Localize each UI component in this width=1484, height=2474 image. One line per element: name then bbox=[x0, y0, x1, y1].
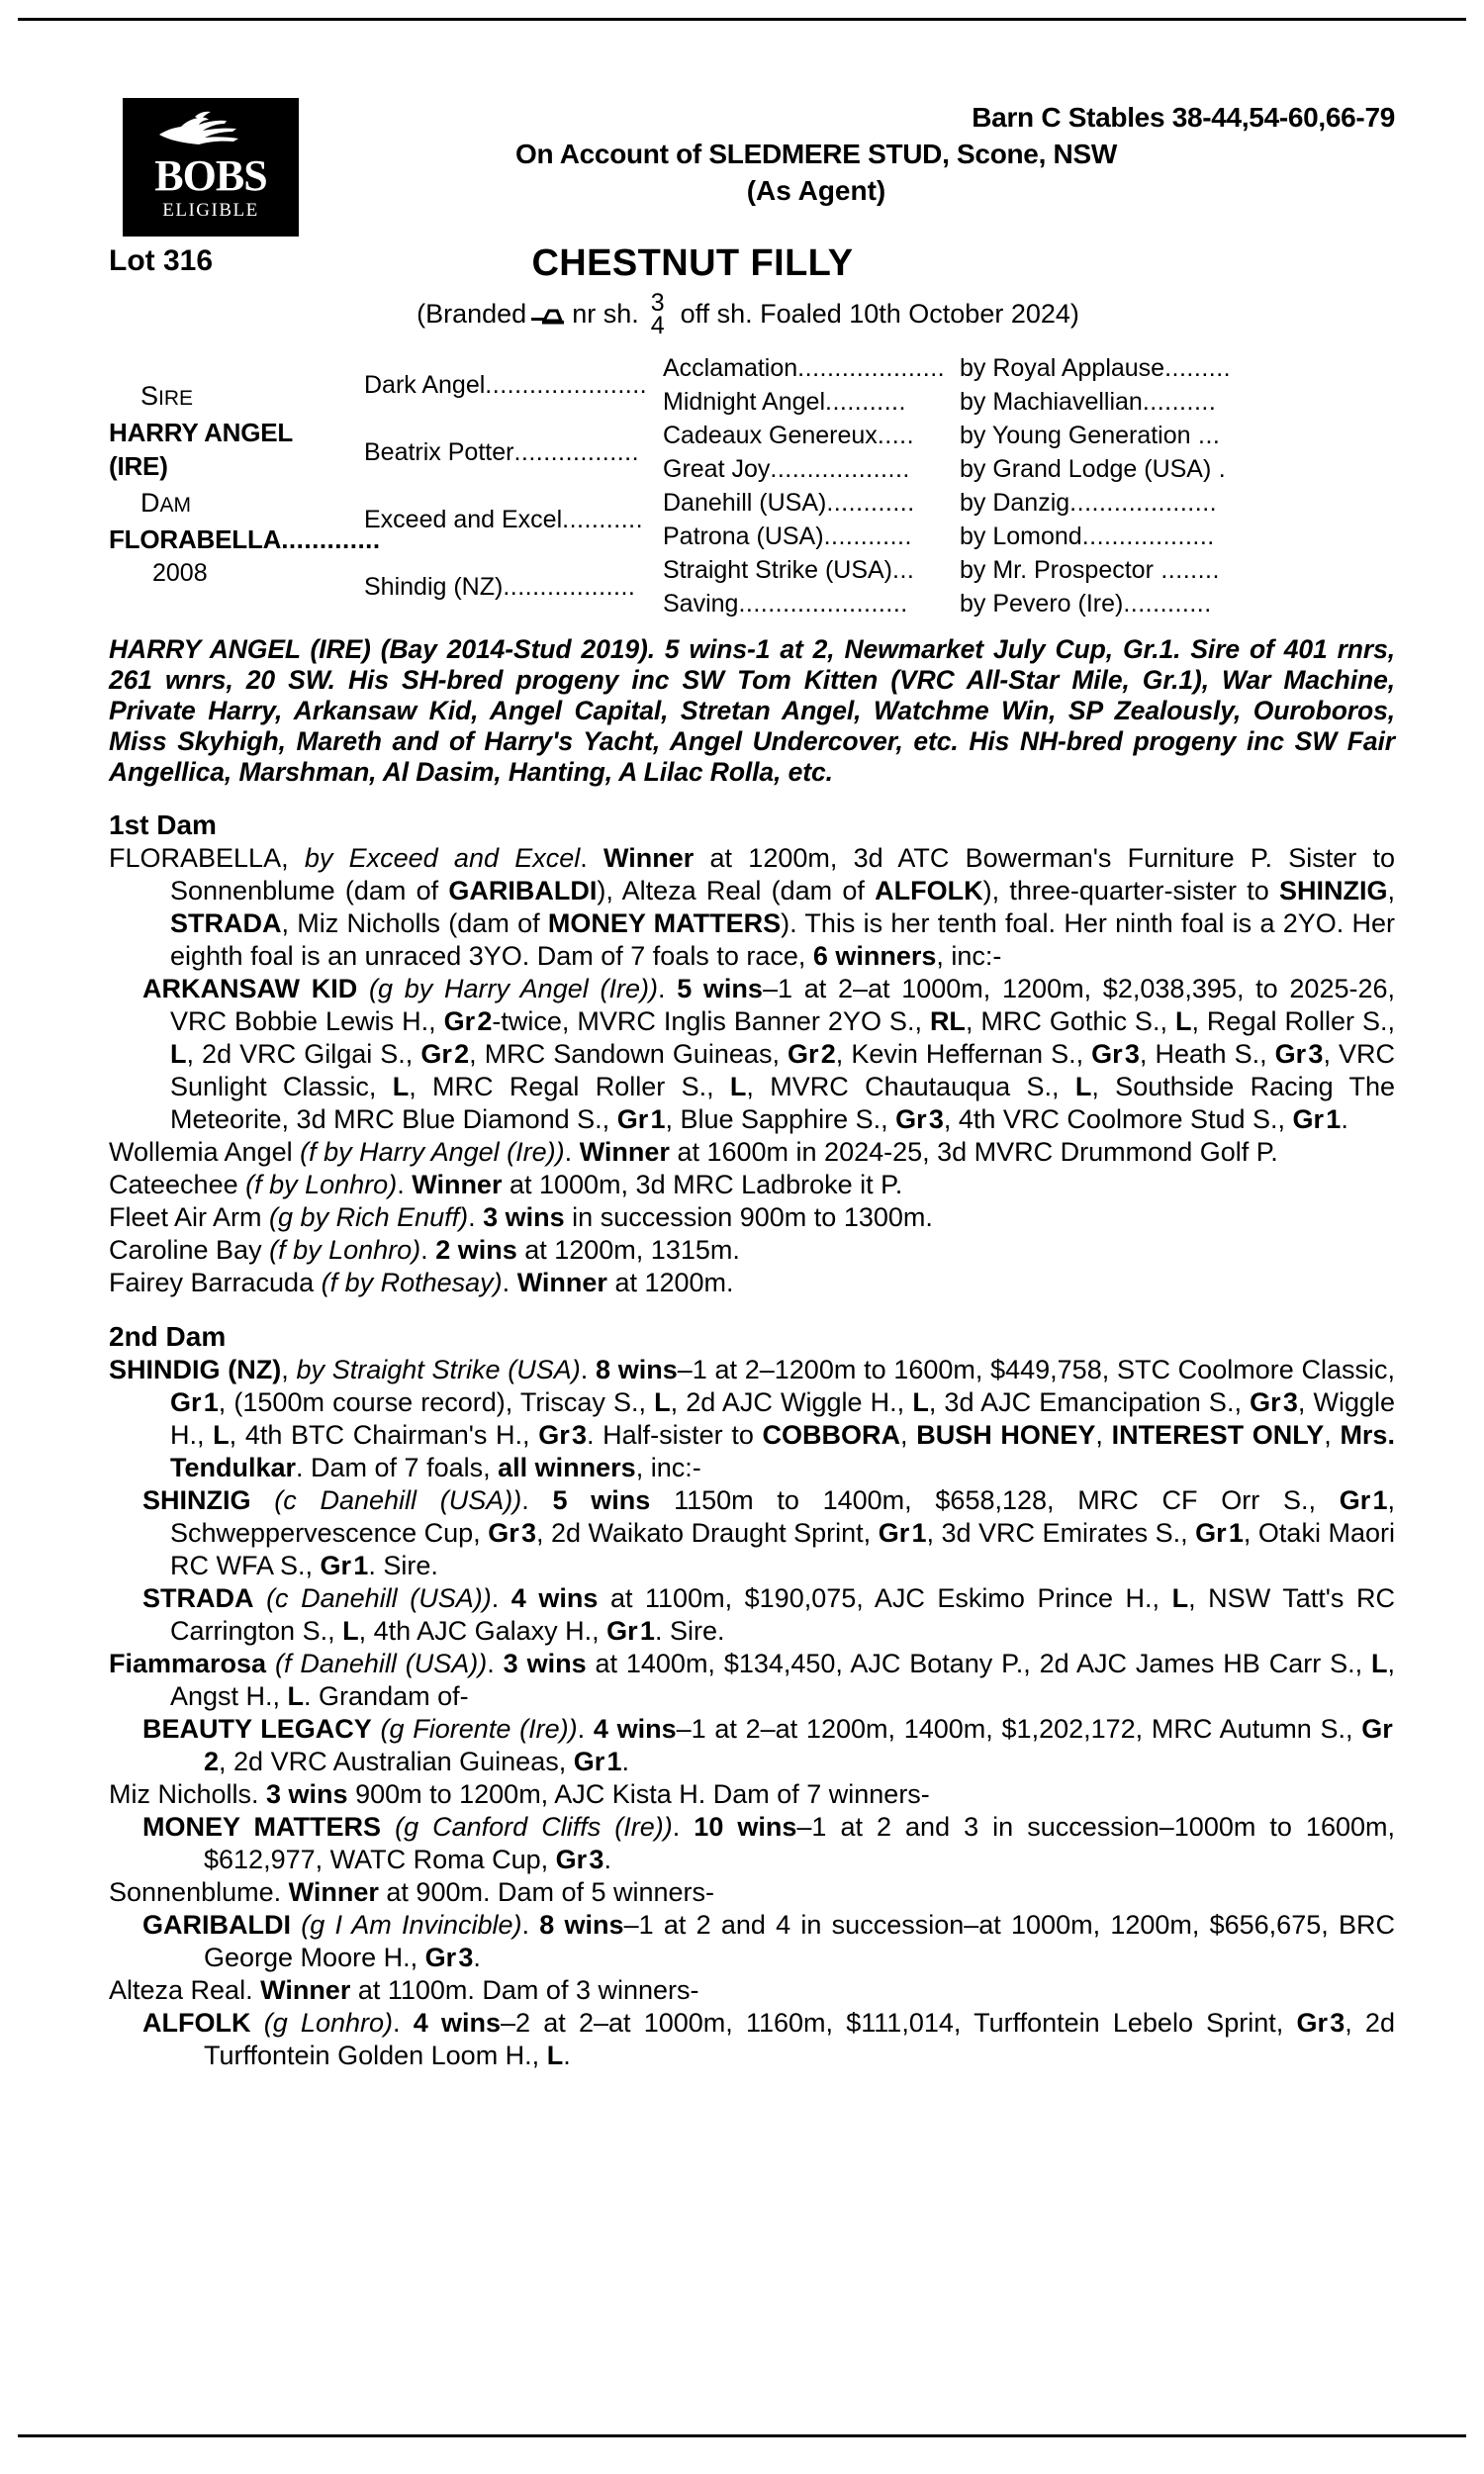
sire-block bbox=[109, 379, 356, 483]
second-dam-entry: Alteza Real. Winner at 1100m. Dam of 3 winners- bbox=[109, 1975, 699, 2005]
branded-description-row bbox=[109, 290, 1395, 337]
page-bottom-rule bbox=[18, 2434, 1466, 2437]
first-dam-heading: 1st Dam bbox=[109, 809, 217, 840]
sire-label: SIRE bbox=[140, 381, 194, 411]
first-dam-entry: Wollemia Angel (f by Harry Angel (Ire)). Winner at 1600m in 2024-25, 3d MVRC Drummond Golf P. bbox=[109, 1137, 1278, 1167]
gen4-grand-lodge-usa: by Grand Lodge (USA) . bbox=[960, 455, 1227, 483]
brand-symbol-icon bbox=[531, 305, 565, 327]
gen2-beatrix-potter: Beatrix Potter ................. bbox=[364, 438, 640, 466]
pedigree-table bbox=[109, 351, 1395, 620]
second-dam-entry: Miz Nicholls. 3 wins 900m to 1200m, AJC Kista H. Dam of 7 winners- bbox=[109, 1779, 930, 1809]
first-dam-entry: Caroline Bay (f by Lonhro). 2 wins at 1200m, 1315m. bbox=[109, 1235, 740, 1265]
second-dam-entry: STRADA (c Danehill (USA)). 4 wins at 1100m, $190,075, AJC Eskimo Prince H., L, NSW Tatt's RC Carrington S., L, 4th AJC Galaxy H., Gr 1. Sire. bbox=[142, 1583, 1395, 1646]
branded-mid-text: nr sh. bbox=[572, 298, 639, 329]
page-content bbox=[109, 94, 1395, 2072]
gen2-shindig-nz: Shindig (NZ) .................. bbox=[364, 573, 636, 601]
gen3-great-joy: Great Joy................... bbox=[663, 455, 910, 483]
first-dam-entry: ARKANSAW KID (g by Harry Angel (Ire)). 5 wins–1 at 2–at 1000m, 1200m, $2,038,395, to 2025-26, VRC Bobbie Lewis H., Gr 2-twice, MVRC Inglis Banner 2YO S., RL, MRC Gothic S., L, Regal Roller S., L, 2d VRC Gilgai S., Gr 2, MRC Sandown Guineas, Gr 2, Kevin Heffernan S., Gr 3, Heath S., Gr 3, VRC Sunlight Classic, L, MRC Regal Roller S., L, MVRC Chautauqua S., L, Southside Racing The Meteorite, 3d MRC Blue Diamond S., Gr 1, Blue Sapphire S., Gr 3, 4th VRC Coolmore Stud S., Gr 1. bbox=[142, 974, 1396, 1134]
gen2-exceed-and-excel: Exceed and Excel ........... bbox=[364, 506, 644, 533]
gen2-dark-angel: Dark Angel ...................... bbox=[364, 371, 648, 399]
gen4-machiavellian: by Machiavellian.......... bbox=[960, 388, 1217, 416]
page-top-rule bbox=[18, 18, 1466, 21]
lot-title-row bbox=[109, 242, 1395, 290]
gen3-danehill-usa: Danehill (USA)............ bbox=[663, 489, 915, 517]
bobs-logo-subtext: ELIGIBLE bbox=[162, 200, 259, 221]
gen3-cadeaux-genereux: Cadeaux Genereux..... bbox=[663, 422, 915, 449]
as-agent-text: (As Agent) bbox=[746, 175, 886, 206]
branded-prefix: (Branded bbox=[417, 298, 527, 329]
first-dam-entry: Cateechee (f by Lonhro). Winner at 1000m, 3d MRC Ladbroke it P. bbox=[109, 1170, 903, 1199]
second-dam-entry: BEAUTY LEGACY (g Fiorente (Ire)). 4 wins–1 at 2–at 1200m, 1400m, $1,202,172, MRC Autumn S., Gr 2, 2d VRC Australian Guineas, Gr 1. bbox=[142, 1714, 1395, 1776]
gen4-royal-applause: by Royal Applause......... bbox=[960, 354, 1232, 382]
gen3-patrona-usa: Patrona (USA)............ bbox=[663, 523, 912, 550]
gen3-acclamation: Acclamation.................... bbox=[663, 354, 946, 382]
gen4-danzig: by Danzig.................... bbox=[960, 489, 1218, 517]
second-dam-entry: Fiammarosa (f Danehill (USA)). 3 wins at 1400m, $134,450, AJC Botany P., 2d AJC James HB Carr S., L, Angst H., L. Grandam of- bbox=[109, 1649, 1395, 1711]
first-dam-entry: Fleet Air Arm (g by Rich Enuff). 3 wins in succession 900m to 1300m. bbox=[109, 1202, 933, 1232]
second-dam-entry: ALFOLK (g Lonhro). 4 wins–2 at 2–at 1000m, 1160m, $111,014, Turffontein Lebelo Sprint, Gr 3, 2d Turffontein Golden Loom H., L. bbox=[142, 2008, 1395, 2070]
second-dam-entry: Sonnenblume. Winner at 900m. Dam of 5 winners- bbox=[109, 1877, 715, 1907]
page-title: CHESTNUT FILLY bbox=[531, 242, 854, 284]
gen3-straight-strike-usa: Straight Strike (USA)... bbox=[663, 556, 915, 584]
second-dam-entry: GARIBALDI (g I Am Invincible). 8 wins–1 at 2 and 4 in succession–at 1000m, 1200m, $656,675, BRC George Moore H., Gr 3. bbox=[142, 1910, 1395, 1972]
brand-fraction bbox=[650, 289, 665, 339]
dam-year: 2008 bbox=[152, 559, 208, 587]
gen4-pevero-ire: by Pevero (Ire)............ bbox=[960, 590, 1212, 618]
barn-stables-text: Barn C Stables 38-44,54-60,66-79 bbox=[972, 102, 1395, 133]
gen4-young-generation: by Young Generation ... bbox=[960, 422, 1221, 449]
account-of-text: On Account of SLEDMERE STUD, Scone, NSW bbox=[515, 139, 1117, 169]
lot-number: Lot 316 bbox=[109, 244, 214, 277]
second-dam-entries bbox=[109, 1354, 1395, 2072]
sire-name: HARRY ANGEL (IRE) bbox=[109, 418, 293, 481]
first-dam-entries bbox=[109, 842, 1395, 1299]
dam-label: DAM bbox=[140, 488, 191, 518]
second-dam-heading: 2nd Dam bbox=[109, 1321, 227, 1352]
page-header bbox=[109, 94, 1395, 242]
branded-suffix-text: off sh. Foaled 10th October 2024) bbox=[680, 298, 1079, 329]
dam-block bbox=[109, 486, 381, 590]
second-dam-entry: SHINZIG (c Danehill (USA)). 5 wins 1150m to 1400m, $658,128, MRC CF Orr S., Gr 1, Schweppervescence Cup, Gr 3, 2d Waikato Draught Sprint, Gr 1, 3d VRC Emirates S., Gr 1, Otaki Maori RC WFA S., Gr 1. Sire. bbox=[142, 1485, 1396, 1580]
second-dam-entry: MONEY MATTERS (g Canford Cliffs (Ire)). 10 wins–1 at 2 and 3 in succession–1000m to 1600m, $612,977, WATC Roma Cup, Gr 3. bbox=[142, 1812, 1395, 1874]
first-dam-entry: FLORABELLA, by Exceed and Excel. Winner at 1200m, 3d ATC Bowerman's Furniture P. Sister to Sonnenblume (dam of GARIBALDI), Alteza Real (dam of ALFOLK), three-quarter-sister to SHINZIG, STRADA, Miz Nicholls (dam of MONEY MATTERS). This is her tenth foal. Her ninth foal is a 2YO. Her eighth foal is an unraced 3YO. Dam of 7 foals to race, 6 winners, inc:- bbox=[109, 843, 1396, 971]
first-dam-entry: Fairey Barracuda (f by Rothesay). Winner at 1200m. bbox=[109, 1268, 734, 1297]
pedigree-parents-column bbox=[109, 351, 381, 620]
second-dam-entry: SHINDIG (NZ), by Straight Strike (USA). 8 wins–1 at 2–1200m to 1600m, $449,758, STC Coolmore Classic, Gr 1, (1500m course record), Triscay S., L, 2d AJC Wiggle H., L, 3d AJC Emancipation S., Gr 3, Wiggle H., L, 4th BTC Chairman's H., Gr 3. Half-sister to COBBORA, BUSH HONEY, INTEREST ONLY, Mrs. Tendulkar. Dam of 7 foals, all winners, inc:- bbox=[109, 1355, 1395, 1482]
gen3-saving: Saving....................... bbox=[663, 590, 908, 618]
fraction-numerator: 3 bbox=[650, 289, 665, 317]
sire-summary-paragraph: HARRY ANGEL (IRE) (Bay 2014-Stud 2019). 5 wins-1 at 2, Newmarket July Cup, Gr.1. Sire of 401 rnrs, 261 wnrs, 20 SW. His SH-bred progeny inc SW Tom Kitten (VRC All-Star Mile, Gr.1), War Machine, Private Harry, Arkansaw Kid, Angel Capital, Stretan Angel, Watchme Win, SP Zealously, Ouroboros, Miss Skyhigh, Mareth and of Harry's Yacht, Angel Undercover, etc. His NH-bred progeny inc SW Fair Angellica, Marshman, Al Dasim, Hanting, A Lilac Rolla, etc. bbox=[109, 634, 1395, 787]
gen4-mr-prospector: by Mr. Prospector ........ bbox=[960, 556, 1220, 584]
dam-name: FLORABELLA............. bbox=[109, 524, 381, 554]
bobs-logo-text: BOBS bbox=[154, 151, 267, 200]
gen4-lomond: by Lomond.................. bbox=[960, 523, 1215, 550]
fraction-denominator: 4 bbox=[650, 312, 665, 339]
gen3-midnight-angel: Midnight Angel........... bbox=[663, 388, 906, 416]
